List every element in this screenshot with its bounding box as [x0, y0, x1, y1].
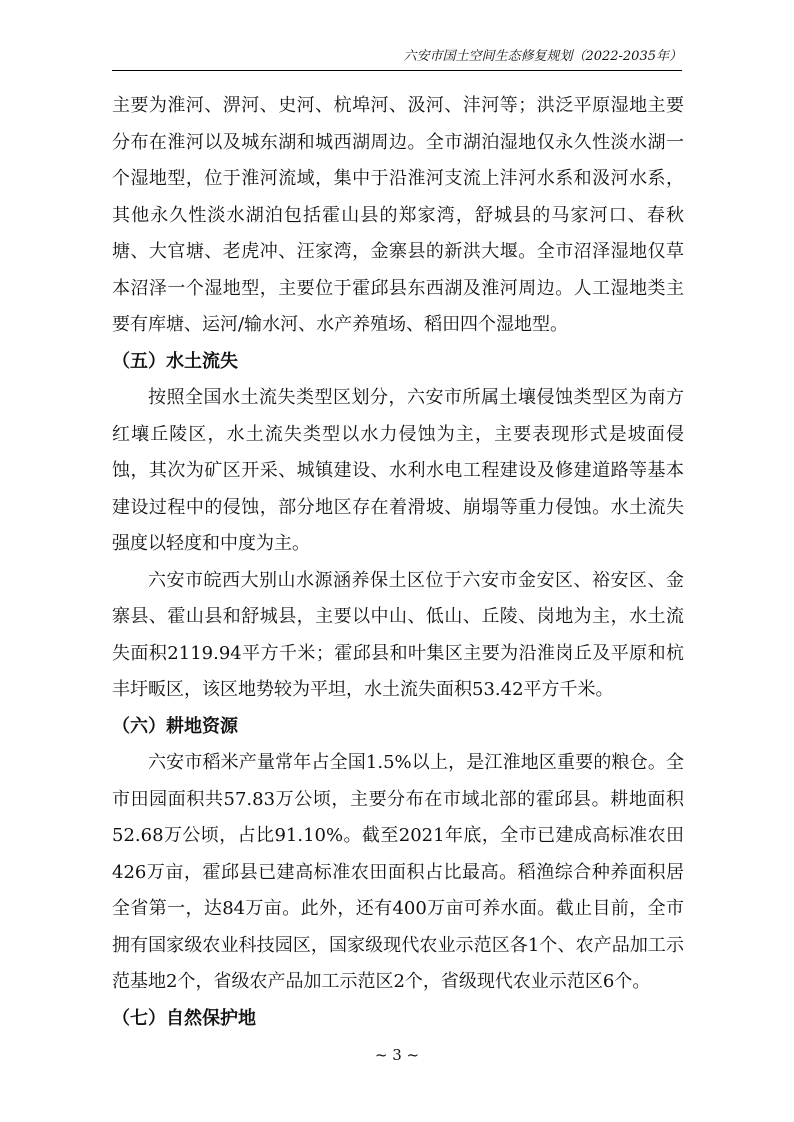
paragraph-soil-erosion-area: 六安市皖西大别山水源涵养保土区位于六安市金安区、裕安区、金寨县、霍山县和舒城县，主要以中山、低山、丘陵、岗地为主，水土流失面积2119.94平方千米；霍邱县和叶集区主要为沿淮岗丘及平原和杭丰圩畈区，该区地势较为平坦，水土流失面积53.42平方千米。 — [112, 569, 684, 700]
paragraph-soil-erosion-type: 按照全国水土流失类型区划分，六安市所属土壤侵蚀类型区为南方红壤丘陵区，水土流失类型以水力侵蚀为主，主要表现形式是坡面侵蚀，其次为矿区开采、城镇建设、水利水电工程建设及修建道路等基本建设过程中的侵蚀，部分地区存在着滑坡、崩塌等重力侵蚀。水土流失强度以轻度和中度为主。 — [112, 387, 684, 554]
page-number: ~ 3 ~ — [374, 1046, 420, 1064]
paragraph-farmland: 六安市稻米产量常年占全国1.5%以上，是江淮地区重要的粮仓。全市田园面积共57.83万公顷，主要分布在市域北部的霍邱县。耕地面积52.68万公顷，占比91.10%。截至2021年底，全市已建成高标准农田426万亩，霍邱县已建高标准农田面积占比最高。稻渔综合种养面积居全省第一，达84万亩。此外，还有400万亩可养水面。截止目前，全市拥有国家级农业科技园区，国家级现代农业示范区各1个、农产品加工示范基地2个，省级农产品加工示范区2个，省级现代农业示范区6个。 — [112, 752, 684, 992]
document-body — [112, 88, 684, 1037]
page-header — [112, 44, 682, 71]
header-title: 六安市国土空间生态修复规划（2022-2035年） — [403, 49, 682, 64]
paragraph-wetlands: 主要为淮河、淠河、史河、杭埠河、汲河、沣河等；洪泛平原湿地主要分布在淮河以及城东湖和城西湖周边。全市湖泊湿地仅永久性淡水湖一个湿地型，位于淮河流域，集中于沿淮河支流上沣河水系和汲河水系，其他永久性淡水湖泊包括霍山县的郑家湾，舒城县的马家河口、春秋塘、大官塘、老虎冲、汪家湾，金寨县的新洪大堰。全市沼泽湿地仅草本沼泽一个湿地型，主要位于霍邱县东西湖及淮河周边。人工湿地类主要有库塘、运河/输水河、水产养殖场、稻田四个湿地型。 — [112, 95, 684, 335]
section-heading-farmland: （六）耕地资源 — [112, 715, 238, 737]
section-heading-soil-erosion: （五）水土流失 — [112, 350, 238, 372]
section-heading-nature-reserves: （七）自然保护地 — [112, 1007, 256, 1029]
